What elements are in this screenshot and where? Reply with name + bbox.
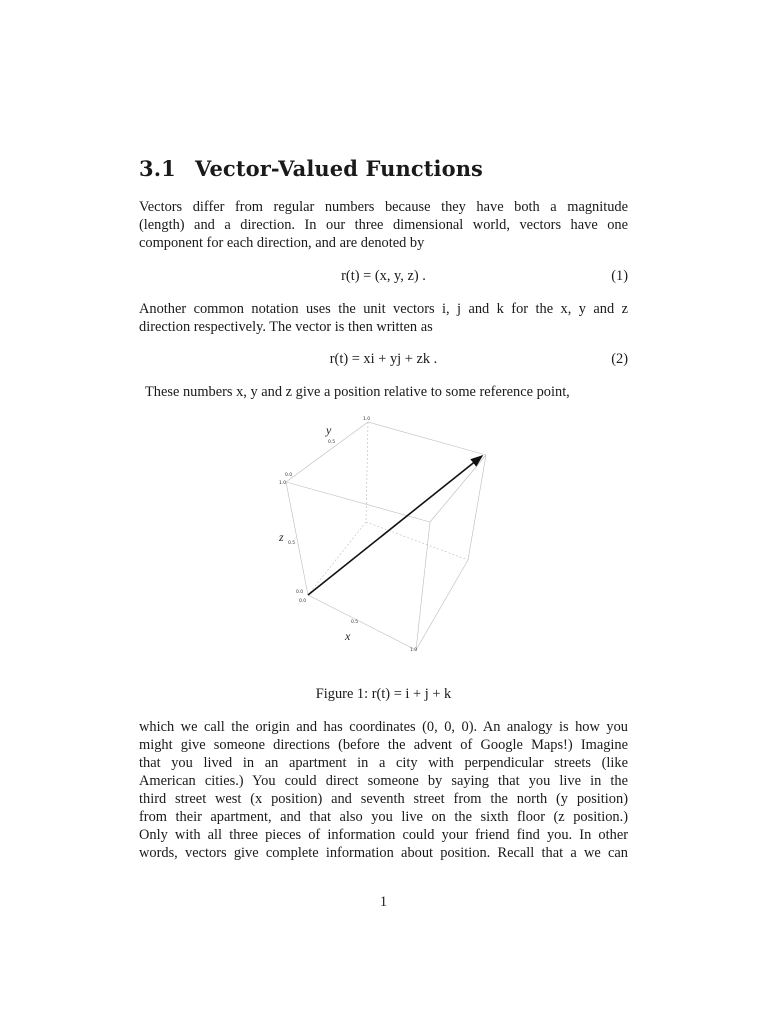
axis-label-z: z	[279, 530, 284, 544]
section-title-text: Vector-Valued Functions	[195, 156, 483, 181]
section-number: 3.1	[139, 156, 176, 181]
axis-label-y: y	[326, 423, 332, 437]
paragraph-4-line: from their apartment, and that also you live on the sixth floor (z position.)	[139, 809, 628, 825]
page-number: 1	[379, 894, 388, 910]
paragraph-2-line: direction respectively. The vector is then written as	[139, 319, 433, 335]
paragraph-1-line: component for each direction, and are denoted by	[139, 235, 425, 251]
tick-y-mid: 0.5	[328, 440, 336, 445]
tick-x-mid: 0.5	[351, 620, 359, 625]
paragraph-4-line: words, vectors give complete information about position. Recall that a we can	[139, 845, 628, 861]
equation-1-body: r(t) = (x, y, z) .	[341, 268, 426, 284]
box-edge	[286, 482, 430, 522]
section-heading	[139, 156, 483, 181]
paragraph-3: These numbers x, y and z give a position relative to some reference point,	[145, 384, 570, 400]
axis-label-x: x	[345, 629, 351, 643]
equation-2	[139, 351, 628, 371]
equation-2-label: (2)	[611, 351, 628, 367]
box-edge	[286, 482, 308, 595]
paragraph-4-line: might give someone directions (before the advent of Google Maps!) Imagine	[139, 737, 628, 753]
paragraph-4-line: third street west (x position) and seventh street from the north (y position)	[139, 791, 628, 807]
equation-1-label: (1)	[611, 268, 628, 284]
equation-1	[139, 268, 628, 288]
paragraph-4-line: American cities.) You could direct someone by saying that you live in the	[139, 773, 628, 789]
paragraph-1-line: (length) and a direction. In our three dimensional world, vectors have one	[139, 217, 628, 233]
box-edge	[430, 455, 486, 522]
tick-z-mid: 0.5	[288, 541, 296, 546]
tick-y-top: 1.0	[363, 417, 371, 422]
bounding-box	[286, 422, 486, 650]
tick-y-zero: 0.0	[285, 473, 293, 478]
paragraph-4-line: Only with all three pieces of information could your friend find you. In other	[139, 827, 628, 843]
box-edge	[416, 560, 468, 650]
box-edge	[416, 522, 430, 650]
tick-z-zero: 0.0	[296, 590, 304, 595]
paragraph-2-line: Another common notation uses the unit vectors i, j and k for the x, y and z	[139, 301, 628, 317]
box-edge	[308, 595, 416, 650]
paragraph-4-line: which we call the origin and has coordinates (0, 0, 0). An analogy is how you	[139, 719, 628, 735]
figure-caption: Figure 1: r(t) = i + j + k	[315, 686, 452, 702]
box-edge-hidden	[366, 522, 468, 560]
paragraph-4-line: that you lived in an apartment in a city with perpendicular streets (like	[139, 755, 628, 771]
box-edge	[368, 422, 486, 455]
box-edge-hidden	[308, 522, 366, 595]
figure-3d-plot	[270, 410, 500, 660]
tick-x-end: 1.0	[410, 648, 418, 653]
box-edge	[468, 455, 486, 560]
plot-svg	[270, 410, 500, 660]
tick-z-top: 1.0	[279, 481, 287, 486]
tick-x-zero: 0.0	[299, 599, 307, 604]
equation-2-body: r(t) = xi + yj + zk .	[329, 351, 438, 367]
box-edge-hidden	[366, 422, 368, 522]
paragraph-1-line: Vectors differ from regular numbers because they have both a magnitude	[139, 199, 628, 215]
vector-arrow	[308, 456, 482, 595]
